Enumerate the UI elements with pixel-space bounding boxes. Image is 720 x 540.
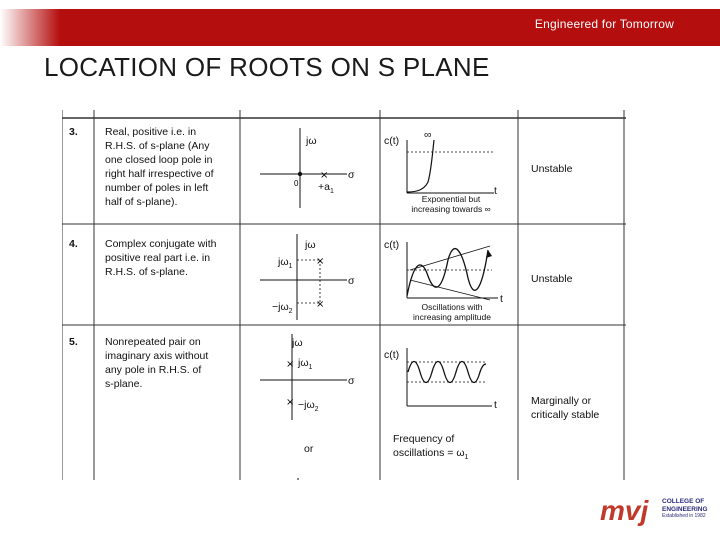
description-line: s-plane. (105, 378, 143, 390)
stability-result: Marginally or critically stable (531, 395, 600, 421)
college-logo (600, 494, 710, 528)
response-axis-label: c(t) (384, 349, 400, 361)
description-line: Complex conjugate with (105, 238, 217, 250)
logo-mark: mvj (600, 495, 649, 526)
pole-lower-label: $-j\omega_2$ (298, 399, 319, 414)
page-title: LOCATION OF ROOTS ON S PLANE (44, 52, 490, 82)
response-plot-row4 (407, 242, 498, 300)
response-plot-row5 (407, 348, 492, 406)
description-line: imaginary axis without (105, 350, 209, 362)
row-number: 4. (69, 238, 78, 250)
axis-label-jw: jω (306, 135, 317, 147)
axis-label-sigma: σ (348, 275, 355, 287)
stability-result: Unstable (531, 163, 573, 175)
description-line: right half irrespective of (105, 168, 214, 180)
description-line: R.H.S. of s-plane. (105, 266, 188, 278)
row-description (105, 335, 208, 391)
header-bar-fade (0, 9, 60, 46)
description-line: one closed loop pole in (105, 154, 213, 166)
description-line: R.H.S. of s-plane (Any (105, 140, 210, 152)
response-caption: Exponential but increasing towards ∞ (411, 194, 491, 214)
row-number: 5. (69, 336, 78, 348)
svg-text:×: × (286, 397, 295, 408)
svg-text:×: × (316, 299, 325, 310)
description-line: half of s-plane). (105, 196, 178, 208)
stability-result: Unstable (531, 273, 573, 285)
row-number: 3. (69, 126, 78, 138)
description-line: Nonrepeated pair on (105, 336, 201, 348)
description-line: Real, positive i.e. in (105, 126, 197, 138)
roots-table (62, 110, 626, 480)
pole-label: $+a_1$ (318, 181, 334, 196)
response-caption: Oscillations with increasing amplitude (413, 302, 491, 322)
tagline: Engineered for Tomorrow (534, 17, 674, 31)
s-plane-plot-row3 (260, 128, 347, 208)
axis-label-sigma: σ (348, 169, 355, 181)
svg-text:×: × (320, 170, 329, 181)
pole-upper-label: $j\omega_1$ (278, 256, 293, 271)
time-axis-label: t (500, 293, 503, 305)
svg-text:×: × (286, 359, 295, 370)
response-caption: Frequency of oscillations = $\omega_1$ (393, 433, 469, 462)
time-axis-label: t (494, 185, 497, 197)
pole-lower-label: $-j\omega_2$ (272, 301, 293, 316)
response-axis-label: c(t) (384, 135, 400, 147)
row-description (105, 237, 216, 279)
svg-text:0: 0 (294, 179, 299, 188)
response-axis-label: c(t) (384, 239, 400, 251)
pole-upper-label: $j\omega_1$ (298, 357, 313, 372)
infinity-label: ∞ (424, 129, 432, 141)
response-plot-row3 (407, 140, 494, 193)
description-line: positive real part i.e. in (105, 252, 211, 264)
axis-label-jw: jω (305, 239, 316, 251)
row-description (105, 125, 214, 209)
logo-text: COLLEGE OF ENGINEERING Established in 1982 (662, 498, 708, 519)
description-line: number of poles in left (105, 182, 209, 194)
axis-label-sigma: σ (348, 375, 355, 387)
axis-label-jw: jω (292, 337, 303, 349)
time-axis-label: t (494, 399, 497, 411)
or-label: or (304, 443, 314, 455)
description-line: any pole in R.H.S. of (105, 364, 202, 376)
svg-text:×: × (316, 256, 325, 267)
